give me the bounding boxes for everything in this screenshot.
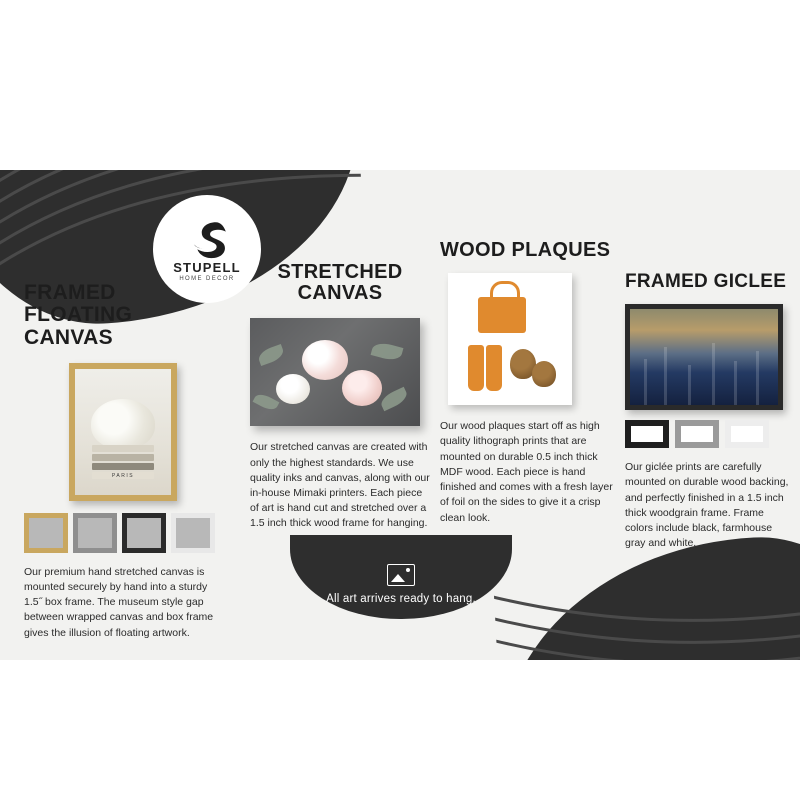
boot-shape [468, 345, 484, 391]
ribbon-text: All art arrives ready to hang. [326, 593, 476, 605]
frame-swatch-white[interactable] [171, 513, 215, 553]
column-wood-plaques [440, 240, 620, 526]
column-title [440, 240, 620, 261]
floral-bouquet-shape [91, 399, 155, 449]
column-title [250, 262, 430, 304]
rose-shape [276, 374, 310, 404]
artwork-image [75, 369, 171, 495]
artwork-framed-floating-canvas [69, 363, 177, 501]
column-description: Our premium hand stretched canvas is mounted securely by hand into a sturdy 1.5˝ box frame. The museum style gap between wrapped canvas and box frame gives the illusion of floating artwork. [24, 565, 214, 639]
stupell-swan-logo-icon [186, 217, 228, 259]
column-title [625, 272, 793, 292]
column-title-line2: CANVAS [297, 282, 383, 305]
artwork-caption: PARIS [111, 472, 135, 479]
column-title-line1: FRAMED GICLEE [625, 271, 787, 292]
brand-name: STUPELL [173, 259, 241, 275]
column-description: Our stretched canvas are created with only the highest standards. We use quality inks and canvas, along with our in-house Mimaki printers. Each piece of art is hand cut and stretched over a 1.5 inch thick wood frame for hanging. [250, 441, 430, 530]
frame-swatch-black[interactable] [122, 513, 166, 553]
framed-picture-icon [387, 564, 415, 586]
leaf-shape [256, 344, 285, 366]
column-framed-giclee [625, 272, 793, 551]
column-title-line2: FLOATING CANVAS [24, 303, 133, 349]
puppy-shape [532, 361, 556, 387]
rose-shape [342, 370, 382, 406]
column-title-line1: STRETCHED [277, 261, 403, 283]
column-description: Our wood plaques start off as high quality lithograph prints that are mounted on durable 0.5 inch thick MDF wood. Each piece is hand finished and comes with a fresh layer of foil on the sides to give it a crisp clean look. [440, 420, 613, 524]
column-description: Our giclée prints are carefully mounted on durable wood backing, and perfectly finished in a 1.5 inch thick woodgrain frame. Frame colors include black, farmhouse gray and white. [625, 461, 789, 550]
frame-swatch-farmhouse-gray[interactable] [675, 420, 719, 448]
brand-subtitle: HOME DECOR [179, 275, 235, 282]
giclee-frame-swatches [625, 420, 793, 448]
boot-shape [486, 345, 502, 391]
frame-color-swatches [24, 513, 224, 553]
artwork-wood-plaque [448, 273, 572, 405]
column-title-line1: FRAMED [24, 281, 116, 304]
frame-swatch-white[interactable] [725, 420, 769, 448]
rose-shape [302, 340, 348, 380]
column-framed-floating-canvas [24, 282, 224, 641]
leaf-shape [371, 341, 404, 363]
frame-swatch-gray[interactable] [73, 513, 117, 553]
brand-logo [153, 195, 261, 303]
artwork-framed-giclee [625, 304, 783, 410]
leaf-shape [378, 387, 409, 412]
frame-swatch-black[interactable] [625, 420, 669, 448]
handbag-shape [478, 297, 526, 333]
frame-swatch-gold[interactable] [24, 513, 68, 553]
artwork-stretched-canvas [250, 318, 420, 426]
column-stretched-canvas [250, 262, 430, 532]
artwork-image [630, 309, 778, 405]
leaf-shape [253, 391, 280, 413]
column-title-line1: WOOD PLAQUES [440, 239, 611, 261]
